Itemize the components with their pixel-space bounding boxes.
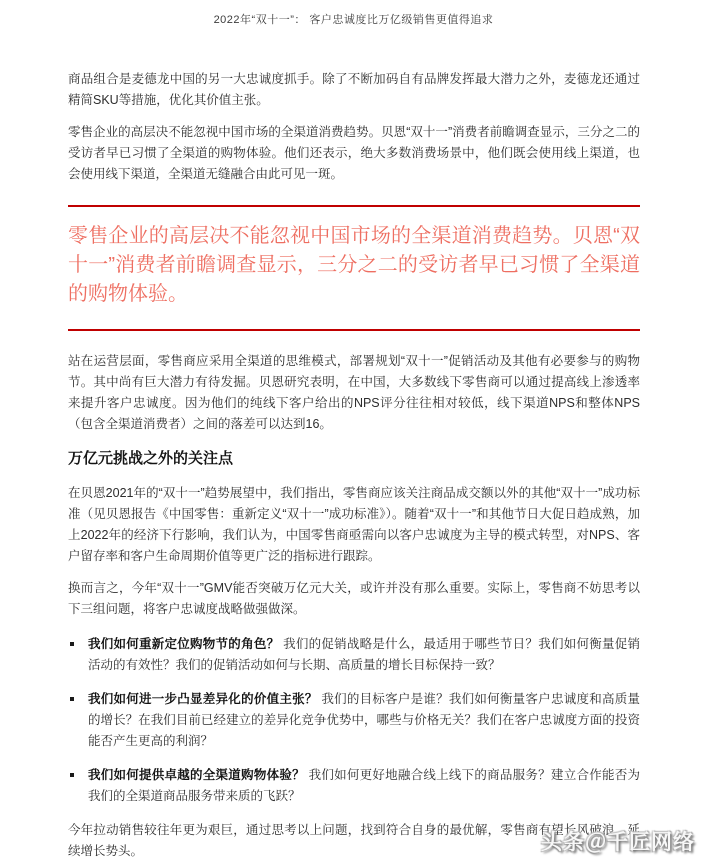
list-item-omnichannel-experience	[68, 765, 640, 807]
section-heading: 万亿元挑战之外的关注点	[68, 450, 234, 467]
paragraph-conclusion: 今年拉动销售较往年更为艰巨，通过思考以上问题，找到符合自身的最优解，零售商有望长风破浪，延续增长势头。	[68, 823, 640, 858]
page-header-title: 2022年“双十一”： 客户忠诚度比万亿级销售更值得追求	[213, 14, 494, 26]
list-item-lead: 我们如何进一步凸显差异化的价值主张？	[88, 692, 318, 706]
list-item-text: 我们的促销战略是什么，最适用于哪些节日？我们如何衡量促销活动的有效性？我们的促销活动如何与长期、高质量的增长目标保持一致？	[88, 637, 640, 672]
article-body	[68, 69, 640, 862]
list-item-lead: 我们如何提供卓越的全渠道购物体验？	[88, 768, 305, 782]
paragraph-bain-outlook: 在贝恩2021年的“双十一”趋势展望中，我们指出，零售商应该关注商品成交额以外的其他“双十一”成功标准（见贝恩报告《中国零售：重新定义“双十一”成功标准》）。随着“双十一”和其他节日大促日趋成熟，加上2022年的经济下行影响，我们认为，中国零售商亟需向以客户忠诚度为主导的模式转型，对NPS、客户留存率和客户生命周期价值等更广泛的指标进行跟踪。	[68, 486, 640, 563]
square-bullet-icon	[70, 642, 74, 646]
paragraph-gmv: 换而言之，今年“双十一”GMV能否突破万亿元大关，或许并没有那么重要。实际上，零售商不妨思考以下三组问题，将客户忠诚度战略做强做深。	[68, 581, 640, 616]
list-item-text: 我们如何更好地融合线上线下的商品服务？建立合作能否为我们的全渠道商品服务带来质的飞跃？	[88, 768, 640, 803]
paragraph-operations: 站在运营层面，零售商应采用全渠道的思维模式，部署规划“双十一”促销活动及其他有必要参与的购物节。其中尚有巨大潜力有待发掘。贝恩研究表明，在中国，大多数线下零售商可以通过提高线上渗透率来提升客户忠诚度。因为他们的纯线下客户给出的NPS评分往往相对较低，线下渠道NPS和整体NPS（包含全渠道消费者）之间的落差可以达到16。	[68, 354, 640, 431]
toutiao-watermark: 头条＠千匠网络	[541, 831, 695, 854]
pull-quote: 零售企业的高层决不能忽视中国市场的全渠道消费趋势。贝恩“双十一”消费者前瞻调查显示，三分之二的受访者早已习惯了全渠道的购物体验。	[68, 205, 640, 331]
paragraph-intro: 商品组合是麦德龙中国的另一大忠诚度抓手。除了不断加码自有品牌发挥最大潜力之外，麦德龙还通过精简SKU等措施，优化其价值主张。	[68, 72, 640, 107]
square-bullet-icon	[70, 773, 74, 777]
list-item-value-proposition	[68, 689, 640, 752]
question-list	[68, 634, 640, 807]
list-item-reposition-festivals	[68, 634, 640, 676]
paragraph-omnichannel: 零售企业的高层决不能忽视中国市场的全渠道消费趋势。贝恩“双十一”消费者前瞻调查显示，三分之二的受访者早已习惯了全渠道的购物体验。他们还表示，绝大多数消费场景中，他们既会使用线上渠道，也会使用线下渠道，全渠道无缝融合由此可见一斑。	[68, 125, 640, 181]
list-item-text: 我们的目标客户是谁？我们如何衡量客户忠诚度和高质量的增长？在我们目前已经建立的差异化竞争优势中，哪些与价格无关？我们在客户忠诚度方面的投资能否产生更高的利润？	[88, 692, 640, 748]
square-bullet-icon	[70, 697, 74, 701]
list-item-lead: 我们如何重新定位购物节的角色？	[88, 637, 280, 651]
